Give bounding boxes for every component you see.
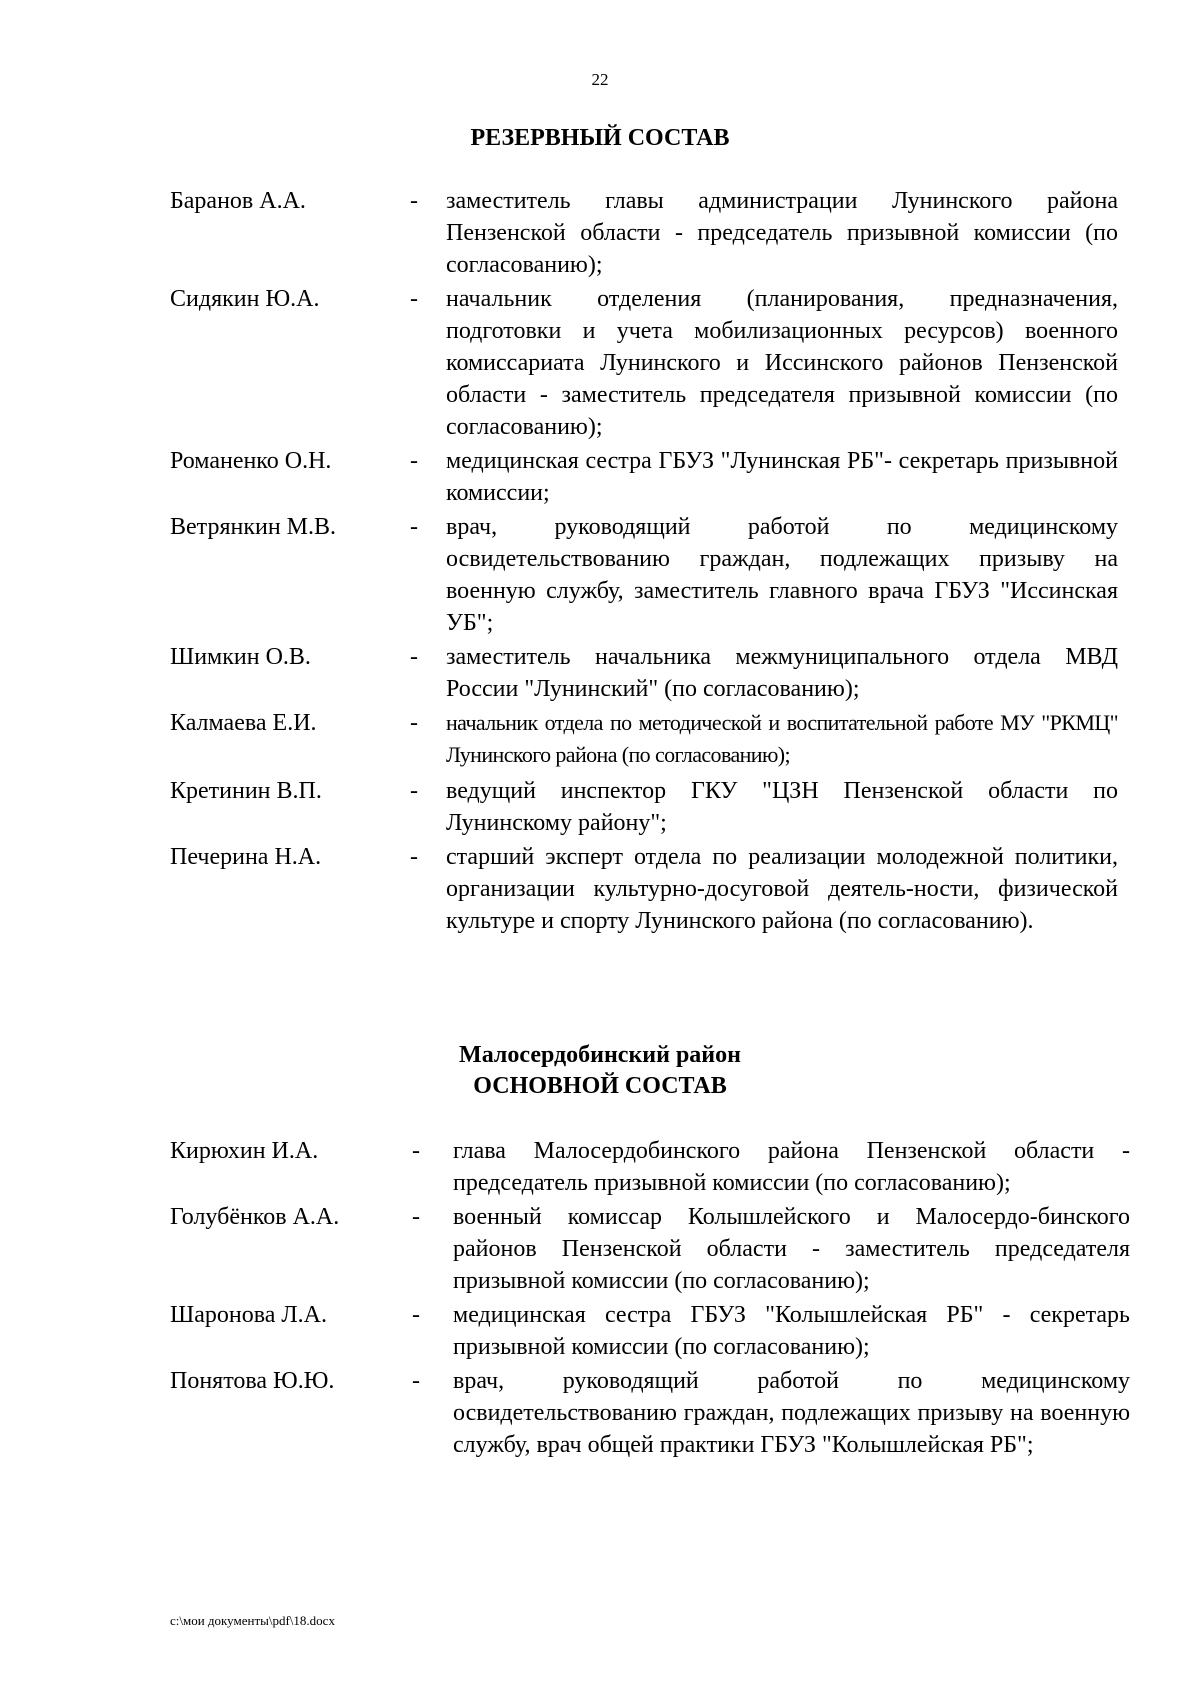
member-row [0, 1299, 1200, 1363]
member-dash: - [410, 844, 418, 870]
member-dash: - [410, 644, 418, 670]
member-name: Романенко О.Н. [170, 448, 332, 474]
member-role: военный комиссар Колышлейского и Малосердо-бинского районов Пензенской области - заместитель председателя призывной комиссии (по согласованию); [453, 1204, 1130, 1294]
member-dash: - [410, 778, 418, 804]
member-name: Кирюхин И.А. [170, 1138, 319, 1164]
member-name: Понятова Ю.Ю. [170, 1368, 335, 1394]
member-name: Сидякин Ю.А. [170, 286, 320, 312]
member-role: начальник отдела по методической и воспитательной работе МУ "РКМЦ" Лунинского района (по согласованию); [446, 710, 1118, 767]
district-name-heading: Малосердобинский район [459, 1042, 741, 1068]
member-name: Печерина Н.А. [170, 844, 322, 870]
member-dash: - [410, 448, 418, 474]
member-role: медицинская сестра ГБУЗ "Лунинская РБ"- секретарь призывной комиссии; [446, 448, 1118, 506]
reserve-section-title: РЕЗЕРВНЫЙ СОСТАВ [470, 125, 730, 151]
member-role: начальник отделения (планирования, предназначения, подготовки и учета мобилизационных ресурсов) военного комиссариата Лунинского и Иссинского районов Пензенской области - заместитель председателя призывной комиссии (по согласованию); [446, 286, 1118, 440]
member-name: Баранов А.А. [170, 188, 306, 214]
main-member-list [0, 1135, 1200, 1461]
member-row [0, 707, 1200, 771]
member-role: старший эксперт отдела по реализации молодежной политики, организации культурно-досуговой деятель-ности, физической культуре и спорту Лунинского района (по согласованию). [446, 844, 1118, 934]
member-role: ведущий инспектор ГКУ "ЦЗН Пензенской области по Лунинскому району"; [446, 778, 1118, 836]
main-section-title: ОСНОВНОЙ СОСТАВ [473, 1073, 727, 1099]
member-dash: - [410, 514, 418, 540]
member-row [0, 185, 1200, 281]
page-number: 22 [591, 70, 609, 89]
member-role: врач, руководящий работой по медицинскому освидетельствованию граждан, подлежащих призыву на военную службу, заместитель главного врача ГБУЗ "Иссинская УБ"; [446, 514, 1118, 636]
member-role: врач, руководящий работой по медицинскому освидетельствованию граждан, подлежащих призыву на военную службу, врач общей практики ГБУЗ "Колышлейская РБ"; [453, 1368, 1130, 1458]
member-role: заместитель начальника межмуниципального отдела МВД России "Лунинский" (по согласованию); [446, 644, 1118, 702]
member-row [0, 641, 1200, 705]
member-dash: - [410, 286, 418, 312]
member-row [0, 775, 1200, 839]
member-row [0, 445, 1200, 509]
member-row [0, 1201, 1200, 1297]
member-dash: - [412, 1368, 420, 1394]
member-row [0, 1365, 1200, 1461]
member-name: Шимкин О.В. [170, 644, 311, 670]
member-dash: - [412, 1302, 420, 1328]
member-dash: - [412, 1204, 420, 1230]
member-row [0, 841, 1200, 937]
member-row [0, 1135, 1200, 1199]
member-dash: - [412, 1138, 420, 1164]
reserve-member-list [0, 185, 1200, 937]
member-role: заместитель главы администрации Лунинского района Пензенской области - председатель призывной комиссии (по согласованию); [446, 188, 1118, 278]
member-name: Шаронова Л.А. [170, 1302, 327, 1328]
member-name: Калмаева Е.И. [170, 710, 317, 736]
member-name: Голубёнков А.А. [170, 1204, 340, 1230]
member-role: глава Малосердобинского района Пензенской области - председатель призывной комиссии (по согласованию); [453, 1138, 1130, 1196]
member-role: медицинская сестра ГБУЗ "Колышлейская РБ" - секретарь призывной комиссии (по согласованию); [453, 1302, 1130, 1360]
member-name: Кретинин В.П. [170, 778, 322, 804]
member-dash: - [410, 710, 418, 736]
member-dash: - [410, 188, 418, 214]
footer-file-path: c:\мои документы\pdf\18.docx [170, 1613, 335, 1628]
member-row [0, 511, 1200, 639]
member-name: Ветрянкин М.В. [170, 514, 337, 540]
member-row [0, 283, 1200, 443]
